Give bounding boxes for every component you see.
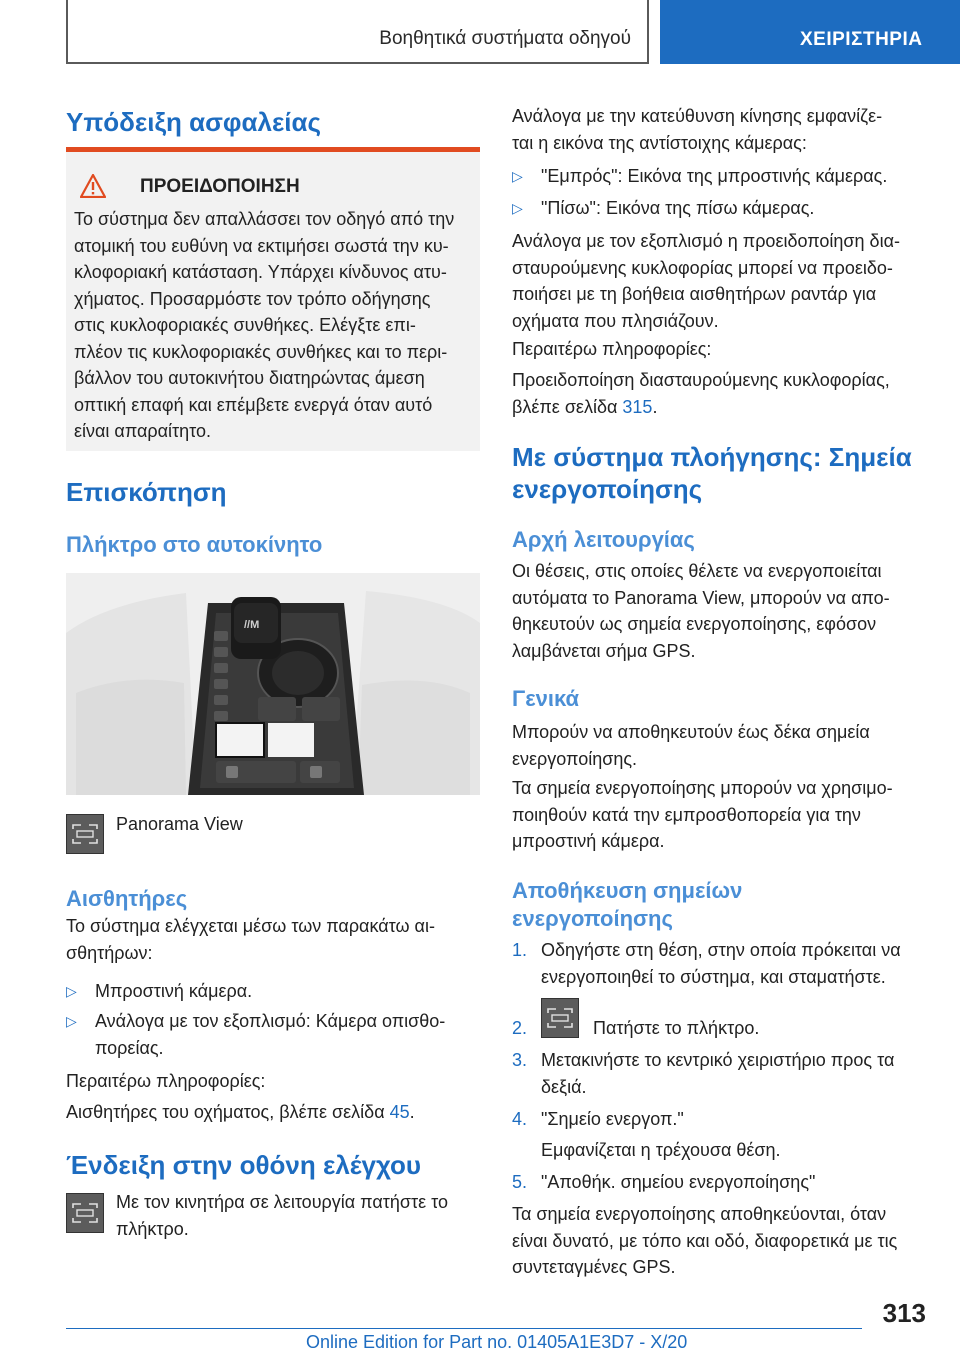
overview-heading: Επισκόπηση: [66, 477, 227, 507]
header-section-title: Βοηθητικά συστήματα οδηγού: [379, 28, 631, 49]
key-in-car-heading: Πλήκτρο στο αυτοκίνητο: [66, 532, 323, 557]
sensors-line: σθητήρων:: [66, 942, 153, 963]
store-final-text: Τα σημεία ενεργοποίησης αποθηκεύονται, όταν είναι δυνατό, με τόπο και οδό, διαφορετικά με τις συντεταγμένες GPS.: [512, 1204, 898, 1277]
warning-triangle-icon: [80, 174, 106, 198]
warning-line: Το σύστημα δεν απαλλάσσει τον οδηγό από την: [74, 209, 455, 229]
page-number: 313: [882, 1298, 926, 1328]
panorama-view-icon: [66, 1193, 104, 1233]
warning-line: είναι απαραίτητο.: [74, 421, 212, 441]
direction-item-rear: ▷ "Πίσω": Εικόνα της πίσω κάμερας.: [512, 195, 926, 222]
step-4: 4. "Σημείο ενεργοπ." Εμφανίζεται η τρέχουσα θέση.: [512, 1109, 781, 1160]
store-points-heading: Αποθήκευση σημείων ενεργοποίησης: [512, 878, 743, 931]
bullet-triangle-icon: ▷: [512, 200, 523, 216]
step-2: 2. Πατήστε το πλήκτρο.: [512, 1018, 760, 1038]
header-section-tab: [66, 0, 649, 64]
step-1: 1. Οδηγήστε στη θέση, στην οποία πρόκειται να ενεργοποιηθεί το σύστημα, και σταματήστε.: [512, 940, 901, 987]
header-chapter-tab: [660, 0, 960, 64]
step-3: 3. Μετακινήστε το κεντρικό χειριστήριο προς τα δεξιά.: [512, 1050, 895, 1097]
display-heading: Ένδειξη στην οθόνη ελέγχου: [66, 1150, 422, 1180]
page-link-315[interactable]: 315: [622, 396, 653, 417]
bullet-triangle-icon: ▷: [66, 983, 77, 999]
bullet-triangle-icon: ▷: [66, 1013, 77, 1029]
sensors-more-info: Περαιτέρω πληροφορίες:: [66, 1071, 266, 1091]
warning-title: ΠΡΟΕΙΔΟΠΟΙΗΣΗ: [140, 176, 300, 197]
warning-line: στις κυκλοφοριακές συνθήκες. Ελέγξτε επι-: [74, 315, 416, 335]
right-more-info: Περαιτέρω πληροφορίες:: [512, 339, 712, 359]
warning-line: χήματος. Προσαρμόστε τον τρόπο οδήγησης: [74, 288, 431, 309]
general-heading: Γενικά: [512, 686, 580, 711]
bullet-triangle-icon: ▷: [512, 168, 523, 184]
page-link-45[interactable]: 45: [389, 1102, 410, 1122]
sensors-line: Το σύστημα ελέγχεται μέσω των παρακάτω αι-: [66, 916, 435, 936]
direction-item-front: ▷ "Εμπρός": Εικόνα της μπροστινής κάμερας.: [512, 163, 926, 190]
panorama-view-label: Panorama View: [116, 814, 243, 834]
cross-traffic-reference: Προειδοποίηση διασταυρούμενης κυκλοφορίας, βλέπε σελίδα 315.: [512, 370, 890, 417]
sensor-item-2: ▷ Ανάλογα με τον εξοπλισμό: Κάμερα οπισθο- πορείας.: [66, 1008, 480, 1061]
sensors-reference: Αισθητήρες του οχήματος, βλέπε σελίδα 45.: [66, 1102, 415, 1122]
footer-divider: [66, 1328, 862, 1329]
safety-heading: Υπόδειξη ασφαλείας: [66, 107, 322, 137]
center-console-photo: [66, 573, 480, 795]
svg-text://M: //M: [244, 619, 260, 631]
display-text: Με τον κινητήρα σε λειτουργία πατήστε το πλήκτρο.: [116, 1192, 448, 1239]
panorama-view-icon: [66, 814, 104, 854]
general-text-2: Τα σημεία ενεργοποίησης μπορούν να χρησιμο- ποιηθούν κατά την εμπροσθοπορεία για την μπροστινή κάμερα.: [512, 778, 893, 851]
general-text-1: Μπορούν να αποθηκευτούν έως δέκα σημεία ενεργοποίησης.: [512, 722, 870, 769]
direction-intro: Ανάλογα με την κατεύθυνση κίνησης εμφανίζε- ται η εικόνα της αντίστοιχης κάμερας:: [512, 106, 883, 153]
warning-line: βάλλον του αυτοκινήτου διατηρώντας άμεση: [74, 368, 425, 388]
panorama-view-icon: [541, 998, 579, 1038]
sensors-text: [66, 913, 480, 966]
warning-line: ατομική του ευθύνη να εκτιμήσει σωστά την κυ-: [74, 235, 449, 256]
warning-line: οπτική επαφή και επέμβετε ενεργά όταν αυτό: [74, 394, 433, 415]
warning-box: [66, 147, 480, 451]
cross-traffic-text: Ανάλογα με τον εξοπλισμό η προειδοποίηση δια- σταυρούμενης κυκλοφορίας μπορεί να προειδο- ποιήσει με τη βοήθεια αισθητήρων ραντάρ για οχήματα που πλησιάζουν.: [512, 231, 900, 331]
header-chapter-title: ΧΕΙΡΙΣΤΗΡΙΑ: [800, 29, 923, 50]
warning-body: [74, 206, 476, 445]
footer-edition: Online Edition for Part no. 01405A1E3D7 - X/20: [306, 1332, 688, 1352]
warning-line: κλοφοριακή κατάσταση. Υπάρχει κίνδυνος ατυ-: [74, 262, 447, 282]
nav-activation-heading: Με σύστημα πλοήγησης: Σημεία ενεργοποίησης: [512, 442, 912, 504]
sensor-item-1: ▷ Μπροστινή κάμερα.: [66, 978, 480, 1005]
sensors-heading: Αισθητήρες: [66, 886, 188, 911]
step-5: 5. "Αποθήκ. σημείου ενεργοποίησης": [512, 1172, 816, 1192]
warning-line: πλέον τις κυκλοφοριακές συνθήκες και το περι-: [74, 341, 448, 362]
principle-text: Οι θέσεις, στις οποίες θέλετε να ενεργοποιείται αυτόματα το Panorama View, μπορούν να απο- θηκευτούν ως σημεία ενεργοποίησης, εφόσον λαμβάνεται σήμα GPS.: [512, 561, 890, 661]
principle-heading: Αρχή λειτουργίας: [512, 527, 695, 552]
